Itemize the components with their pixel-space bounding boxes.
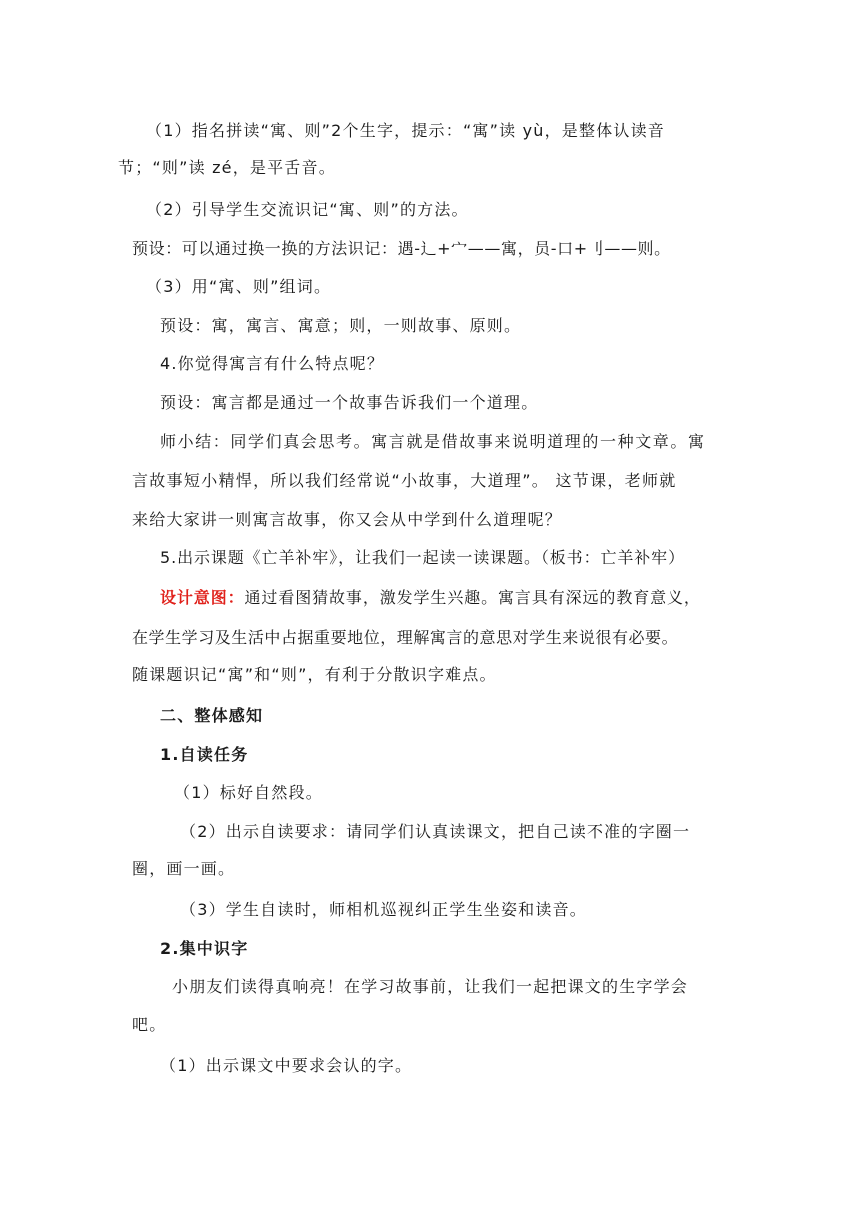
subsection-heading: 1.自读任务 bbox=[160, 745, 249, 764]
paragraph-text: 言故事短小精悍，所以我们经常说“小故事，大道理”。 这节课，老师就 bbox=[132, 471, 677, 490]
paragraph-text: （2）引导学生交流识记“寓、则”的方法。 bbox=[146, 200, 469, 219]
subsection-heading: 2.集中识字 bbox=[160, 939, 249, 958]
paragraph-text: 吧。 bbox=[132, 1015, 167, 1034]
design-intent-line bbox=[160, 587, 701, 609]
paragraph-text: 4.你觉得寓言有什么特点呢？ bbox=[160, 354, 385, 373]
list-item: （1）标好自然段。 bbox=[174, 783, 323, 802]
section-heading: 二、整体感知 bbox=[160, 706, 264, 725]
paragraph-text: 预设：寓，寓言、寓意；则，一则故事、原则。 bbox=[160, 316, 522, 335]
list-item: 圈，画一画。 bbox=[132, 859, 236, 878]
list-item: （3）学生自读时，师相机巡视纠正学生坐姿和读音。 bbox=[180, 900, 587, 919]
paragraph-text: 随课题识记“寓”和“则”，有利于分散识字难点。 bbox=[132, 665, 497, 684]
paragraph-text: （3）用“寓、则”组词。 bbox=[146, 277, 332, 296]
paragraph-text: 节；“则”读 zé，是平舌音。 bbox=[118, 158, 336, 177]
paragraph-text: 小朋友们读得真响亮！在学习故事前，让我们一起把课文的生字学会 bbox=[172, 977, 689, 996]
list-item: （1）出示课文中要求会认的字。 bbox=[160, 1056, 413, 1075]
design-intent-label: 设计意图： bbox=[160, 588, 245, 607]
paragraph-text: 来给大家讲一则寓言故事，你又会从中学到什么道理呢？ bbox=[132, 510, 563, 529]
paragraph-text: 预设：寓言都是通过一个故事告诉我们一个道理。 bbox=[160, 393, 539, 412]
paragraph-text: 预设：可以通过换一换的方法识记：遇-辶+宀——寓，员-口+刂——则。 bbox=[132, 239, 671, 258]
list-item: （2）出示自读要求：请同学们认真读课文，把自己读不准的字圈一 bbox=[180, 822, 691, 841]
paragraph-text: 5.出示课题《亡羊补牢》，让我们一起读一读课题。（板书：亡羊补牢） bbox=[160, 548, 685, 567]
paragraph-text: （1）指名拼读“寓、则”2个生字，提示：“寓”读 yù，是整体认读音 bbox=[146, 121, 666, 140]
paragraph-text: 在学生学习及生活中占据重要地位，理解寓言的意思对学生来说很有必要。 bbox=[132, 628, 679, 647]
design-intent-text: 通过看图猜故事，激发学生兴趣。寓言具有深远的教育意义， bbox=[244, 588, 701, 607]
paragraph-text: 师小结：同学们真会思考。寓言就是借故事来说明道理的一种文章。寓 bbox=[160, 432, 706, 451]
